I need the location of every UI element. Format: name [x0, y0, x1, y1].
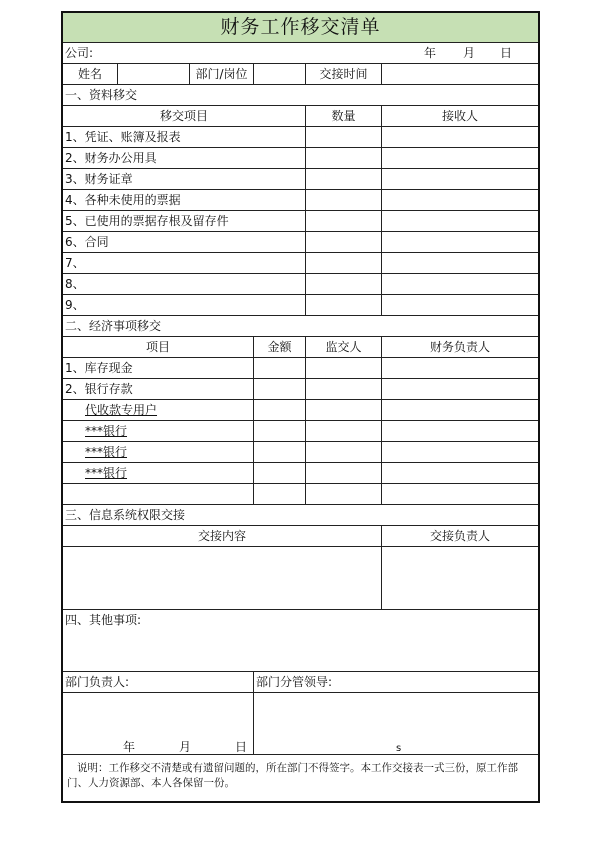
transfer-item-label: 8、 — [65, 277, 85, 291]
finance-head-field[interactable] — [381, 358, 538, 378]
receiver-field[interactable] — [381, 253, 538, 273]
col-handover-content: 交接内容 — [197, 529, 246, 543]
amount-field[interactable] — [253, 442, 305, 462]
section2-table-row — [63, 442, 538, 463]
col-supervisor: 监交人 — [305, 337, 381, 357]
name-row — [63, 64, 538, 85]
section3-heading-row — [63, 505, 538, 526]
sign-month: 月 — [179, 740, 192, 754]
sign-year: 年 — [123, 740, 136, 754]
section2-heading: 二、经济事项移交 — [65, 319, 162, 333]
quantity-field[interactable] — [305, 295, 381, 315]
sheet-title: 财务工作移交清单 — [63, 13, 538, 43]
transfer-item-label: 4、各种未使用的票据 — [65, 193, 181, 207]
amount-field[interactable] — [253, 484, 305, 504]
section1-table-row — [63, 127, 538, 148]
economic-item-label: 2、银行存款 — [65, 382, 133, 396]
note-row — [63, 755, 538, 801]
section2-header-row — [63, 337, 538, 358]
section2-table-row — [63, 484, 538, 505]
section1-table-row — [63, 295, 538, 316]
section1-table-row — [63, 253, 538, 274]
finance-head-field[interactable] — [381, 442, 538, 462]
section1-table-row — [63, 211, 538, 232]
section2-table-row — [63, 463, 538, 484]
finance-head-field[interactable] — [381, 484, 538, 504]
amount-field[interactable] — [253, 379, 305, 399]
header-month: 月 — [463, 46, 476, 60]
quantity-field[interactable] — [305, 274, 381, 294]
quantity-field[interactable] — [305, 169, 381, 189]
section1-table-row — [63, 148, 538, 169]
col-receiver: 接收人 — [381, 106, 538, 126]
quantity-field[interactable] — [305, 232, 381, 252]
transfer-item-label: 5、已使用的票据存根及留存件 — [65, 214, 229, 228]
amount-field[interactable] — [253, 463, 305, 483]
handover-sheet — [61, 11, 540, 803]
dept-label: 部门/岗位 — [189, 64, 253, 84]
amount-field[interactable] — [253, 358, 305, 378]
company-label: 公司: — [65, 46, 94, 60]
dept-field[interactable] — [253, 64, 305, 84]
supervisor-field[interactable] — [305, 442, 381, 462]
sign-mark: s — [396, 743, 402, 754]
quantity-field[interactable] — [305, 211, 381, 231]
header-year: 年 — [424, 46, 437, 60]
section1-heading: 一、资料移交 — [65, 88, 138, 102]
section2-table-row — [63, 400, 538, 421]
handover-time-label: 交接时间 — [305, 64, 381, 84]
col-amount: 金额 — [253, 337, 305, 357]
economic-item-label: 1、库存现金 — [65, 361, 133, 375]
note-text: 说明：工作移交不清楚或有遗留问题的，所在部门不得签字。本工作交接表一式三份，原工作部门、人力资源部、本人各保留一份。 — [67, 762, 518, 789]
transfer-item-label: 3、财务证章 — [65, 172, 133, 186]
section2-table-row — [63, 421, 538, 442]
dept-leader-label: 部门分管领导: — [253, 672, 538, 692]
transfer-item-label: 7、 — [65, 256, 85, 270]
section3-body-row — [63, 547, 538, 610]
company-row — [63, 43, 538, 64]
supervisor-field[interactable] — [305, 463, 381, 483]
section4-row — [63, 610, 538, 672]
dept-head-signature[interactable] — [63, 693, 253, 754]
amount-field[interactable] — [253, 400, 305, 420]
section2-table-row — [63, 358, 538, 379]
receiver-field[interactable] — [381, 295, 538, 315]
name-label: 姓名 — [77, 67, 102, 81]
quantity-field[interactable] — [305, 148, 381, 168]
section1-table-row — [63, 169, 538, 190]
economic-item-label: ***银行 — [85, 466, 128, 480]
amount-field[interactable] — [253, 421, 305, 441]
section1-table-row — [63, 274, 538, 295]
finance-head-field[interactable] — [381, 379, 538, 399]
signature-body-row — [63, 693, 538, 755]
finance-head-field[interactable] — [381, 421, 538, 441]
quantity-field[interactable] — [305, 190, 381, 210]
handover-time-field[interactable] — [381, 64, 538, 84]
section2-heading-row — [63, 316, 538, 337]
section1-heading-row — [63, 85, 538, 106]
supervisor-field[interactable] — [305, 358, 381, 378]
quantity-field[interactable] — [305, 127, 381, 147]
transfer-item-label: 2、财务办公用具 — [65, 151, 157, 165]
col-quantity: 数量 — [305, 106, 381, 126]
section4-heading[interactable]: 四、其他事项: — [65, 613, 142, 627]
receiver-field[interactable] — [381, 232, 538, 252]
supervisor-field[interactable] — [305, 379, 381, 399]
finance-head-field[interactable] — [381, 463, 538, 483]
receiver-field[interactable] — [381, 148, 538, 168]
header-day: 日 — [500, 46, 513, 60]
quantity-field[interactable] — [305, 253, 381, 273]
receiver-field[interactable] — [381, 169, 538, 189]
receiver-field[interactable] — [381, 274, 538, 294]
economic-item-label: 代收款专用户 — [85, 403, 158, 417]
section3-heading: 三、信息系统权限交接 — [65, 508, 186, 522]
handover-content-field[interactable] — [63, 547, 381, 609]
transfer-item-label: 9、 — [65, 298, 85, 312]
col-item: 项目 — [145, 340, 170, 354]
section1-table-row — [63, 190, 538, 211]
transfer-item-label: 1、凭证、账簿及报表 — [65, 130, 181, 144]
name-field[interactable] — [117, 64, 189, 84]
economic-item-label: ***银行 — [85, 424, 128, 438]
dept-head-label: 部门负责人: — [65, 675, 130, 689]
supervisor-field[interactable] — [305, 421, 381, 441]
section1-table-row — [63, 232, 538, 253]
dept-leader-signature[interactable] — [253, 693, 538, 754]
receiver-field[interactable] — [381, 190, 538, 210]
sign-day: 日 — [235, 740, 248, 754]
supervisor-field[interactable] — [305, 400, 381, 420]
header-date — [63, 43, 538, 63]
section3-header-row — [63, 526, 538, 547]
section1-header-row — [63, 106, 538, 127]
finance-head-field[interactable] — [381, 400, 538, 420]
section2-table-row — [63, 379, 538, 400]
col-transfer-item: 移交项目 — [159, 109, 208, 123]
receiver-field[interactable] — [381, 211, 538, 231]
handover-responsible-field[interactable] — [381, 547, 538, 609]
transfer-item-label: 6、合同 — [65, 235, 109, 249]
economic-item-label: ***银行 — [85, 445, 128, 459]
signature-label-row — [63, 672, 538, 693]
col-handover-responsible: 交接负责人 — [381, 526, 538, 546]
col-finance-head: 财务负责人 — [381, 337, 538, 357]
receiver-field[interactable] — [381, 127, 538, 147]
supervisor-field[interactable] — [305, 484, 381, 504]
